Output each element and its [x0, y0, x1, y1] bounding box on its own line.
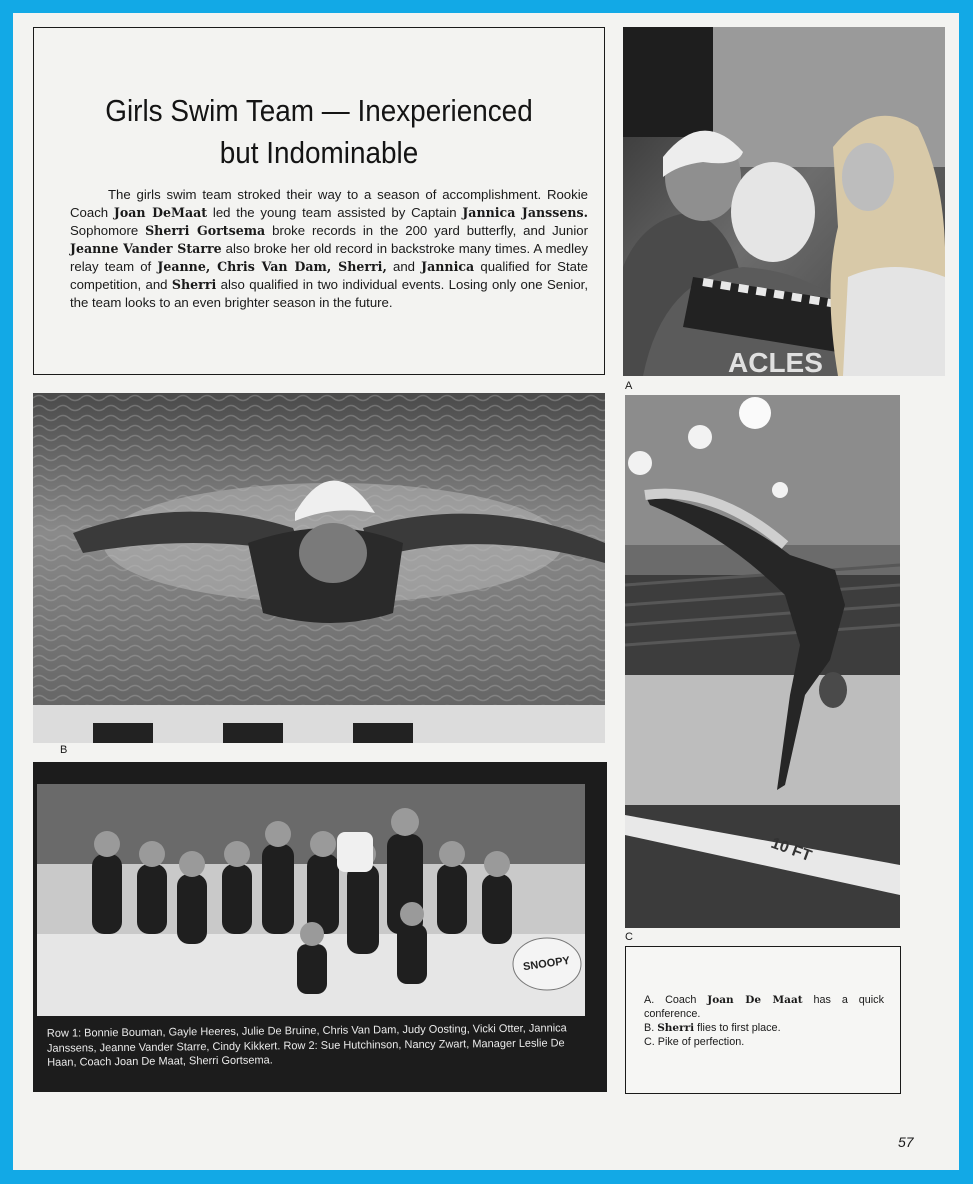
photo-diver	[625, 395, 900, 928]
caption-a-prefix: A. Coach	[644, 994, 708, 1006]
photo-a-label: A	[625, 380, 633, 392]
article-text-segment: also broke her old record in backstroke many times. A medley relay team of	[70, 241, 589, 274]
headline-line-1: Girls Swim Team — Inexperienced	[105, 93, 533, 128]
headline	[63, 90, 576, 174]
article-text-segment: Sophomore	[70, 223, 146, 238]
caption-box	[625, 946, 901, 1094]
article-box	[33, 27, 605, 375]
article-name-bold: Jeanne Vander Starre	[70, 241, 222, 256]
article-body	[70, 186, 588, 312]
article-name-bold: Joan DeMaat	[113, 205, 208, 220]
caption-a	[644, 993, 884, 1021]
article-text-segment: and	[386, 259, 422, 274]
headline-line-2: but Indominable	[219, 135, 419, 170]
article-name-bold: Jeanne, Chris Van Dam, Sherri,	[157, 259, 387, 274]
article-text-segment: qualified for State competition, and	[70, 259, 588, 292]
caption-b-prefix: B.	[644, 1022, 658, 1034]
article-text-segment: The girls swim team stroked their way to a season of accomplishment. Rookie Coach	[70, 187, 588, 220]
article-name-bold: Sherri	[171, 277, 217, 292]
article-name-bold: Sherri Gortsema	[145, 223, 266, 238]
page-number: 57	[898, 1134, 914, 1150]
article-name-bold: Jannica Janssens.	[462, 205, 588, 220]
article-text-segment: also qualified in two individual events. Losing only one Senior, the team looks to an even brighter season in the future.	[70, 277, 589, 310]
snoopy-float-text: SNOOPY	[522, 954, 571, 974]
team-photo-caption: Row 1: Bonnie Bouman, Gayle Heeres, Julie De Bruine, Chris Van Dam, Judy Oosting, Vicki Otter, Jannica Janssens, Jeanne Vander Starre, Cindy Kikkert. Row 2: Sue Hutchinson, Nancy Zwart, Manager Leslie De Haan, Coach Joan De Maat, Sherri Gortsema.	[46, 1022, 567, 1069]
team-photo-panel	[33, 762, 607, 1092]
caption-c: C. Pike of perfection.	[644, 1036, 745, 1048]
svg-text:10 FT: 10 FT	[768, 834, 814, 866]
photo-coach-conference	[623, 27, 945, 376]
team-photo	[37, 784, 585, 1016]
caption-b	[644, 1021, 884, 1035]
photo-c-label: C	[625, 931, 633, 943]
svg-text:ACLES: ACLES	[728, 347, 823, 376]
caption-a-suffix: has a quick conference.	[644, 994, 884, 1020]
article-text-segment: led the young team assisted by Captain	[207, 205, 463, 220]
article-text-segment: broke records in the 200 yard butterfly, and Junior	[265, 223, 588, 238]
photo-butterfly-swimmer	[33, 393, 605, 743]
caption-a-name: Joan De Maat	[707, 994, 803, 1006]
photo-b-label: B	[60, 744, 68, 756]
caption-b-name: Sherri	[657, 1022, 695, 1034]
article-name-bold: Jannica	[421, 259, 475, 274]
caption-b-suffix: flies to first place.	[694, 1022, 781, 1034]
